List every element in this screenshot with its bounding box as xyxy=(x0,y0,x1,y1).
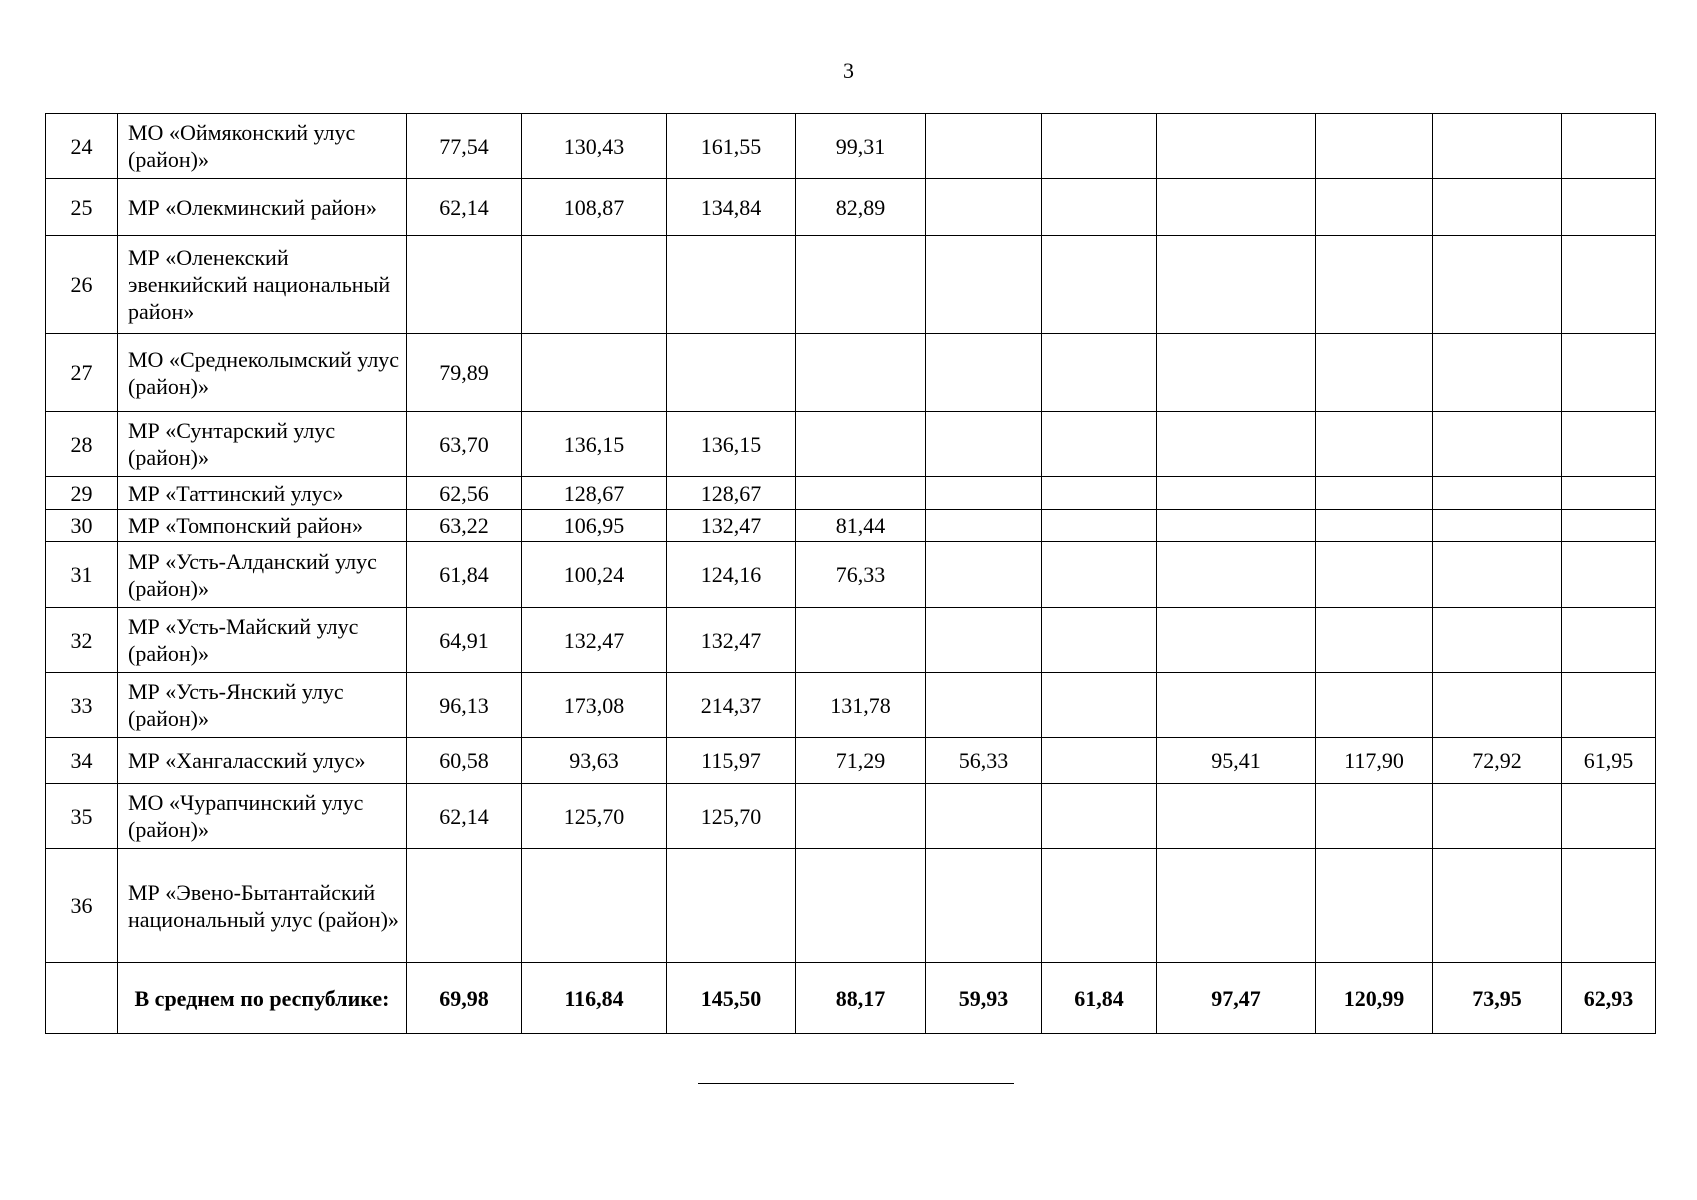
value-cell xyxy=(796,477,926,510)
row-number-cell: 24 xyxy=(46,114,118,179)
value-cell xyxy=(1316,608,1433,673)
value-cell xyxy=(1562,849,1656,963)
value-cell xyxy=(1433,179,1562,236)
value-cell xyxy=(926,114,1042,179)
table-total-row xyxy=(46,963,1656,1034)
row-number-cell: 35 xyxy=(46,784,118,849)
table-row xyxy=(46,784,1656,849)
value-cell xyxy=(1042,510,1157,542)
value-cell xyxy=(1433,608,1562,673)
table-row xyxy=(46,673,1656,738)
value-cell xyxy=(1316,236,1433,334)
table-row xyxy=(46,477,1656,510)
row-number-cell: 36 xyxy=(46,849,118,963)
value-cell xyxy=(1157,542,1316,608)
value-cell xyxy=(796,412,926,477)
value-cell: 106,95 xyxy=(522,510,667,542)
row-number-cell: 33 xyxy=(46,673,118,738)
row-number-cell: 26 xyxy=(46,236,118,334)
value-cell: 76,33 xyxy=(796,542,926,608)
value-cell xyxy=(1157,784,1316,849)
table-body xyxy=(46,114,1656,1034)
value-cell: 124,16 xyxy=(667,542,796,608)
value-cell xyxy=(1316,114,1433,179)
value-cell xyxy=(796,784,926,849)
value-cell xyxy=(667,236,796,334)
value-cell: 145,50 xyxy=(667,963,796,1034)
value-cell: 173,08 xyxy=(522,673,667,738)
value-cell: 82,89 xyxy=(796,179,926,236)
value-cell xyxy=(1562,673,1656,738)
value-cell xyxy=(1316,510,1433,542)
value-cell: 120,99 xyxy=(1316,963,1433,1034)
value-cell: 62,93 xyxy=(1562,963,1656,1034)
value-cell: 73,95 xyxy=(1433,963,1562,1034)
value-cell xyxy=(926,784,1042,849)
row-number-cell: 31 xyxy=(46,542,118,608)
value-cell xyxy=(667,849,796,963)
value-cell: 93,63 xyxy=(522,738,667,784)
value-cell xyxy=(1042,738,1157,784)
value-cell xyxy=(926,477,1042,510)
value-cell xyxy=(1433,412,1562,477)
value-cell: 72,92 xyxy=(1433,738,1562,784)
value-cell xyxy=(1433,477,1562,510)
value-cell xyxy=(1433,542,1562,608)
value-cell xyxy=(1433,114,1562,179)
value-cell: 125,70 xyxy=(667,784,796,849)
value-cell: 95,41 xyxy=(1157,738,1316,784)
value-cell: 64,91 xyxy=(407,608,522,673)
value-cell: 60,58 xyxy=(407,738,522,784)
value-cell: 62,14 xyxy=(407,179,522,236)
municipality-name-cell: МО «Чурапчинский улус (район)» xyxy=(118,784,407,849)
municipality-name-cell: МО «Среднеколымский улус (район)» xyxy=(118,334,407,412)
value-cell xyxy=(1157,608,1316,673)
value-cell xyxy=(796,849,926,963)
data-table xyxy=(45,113,1656,1034)
row-number-cell xyxy=(46,963,118,1034)
value-cell: 56,33 xyxy=(926,738,1042,784)
municipality-name-cell: МР «Оленекский эвенкийский национальный район» xyxy=(118,236,407,334)
value-cell xyxy=(1433,673,1562,738)
value-cell: 125,70 xyxy=(522,784,667,849)
value-cell xyxy=(522,849,667,963)
value-cell: 96,13 xyxy=(407,673,522,738)
value-cell: 161,55 xyxy=(667,114,796,179)
value-cell: 128,67 xyxy=(522,477,667,510)
value-cell xyxy=(1042,334,1157,412)
value-cell: 71,29 xyxy=(796,738,926,784)
value-cell: 61,84 xyxy=(1042,963,1157,1034)
value-cell: 79,89 xyxy=(407,334,522,412)
value-cell: 99,31 xyxy=(796,114,926,179)
row-number-cell: 27 xyxy=(46,334,118,412)
value-cell: 77,54 xyxy=(407,114,522,179)
row-number-cell: 32 xyxy=(46,608,118,673)
value-cell xyxy=(1157,849,1316,963)
value-cell xyxy=(796,236,926,334)
page-number: 3 xyxy=(843,58,854,83)
value-cell: 132,47 xyxy=(667,510,796,542)
value-cell: 61,84 xyxy=(407,542,522,608)
municipality-name-cell: МР «Томпонский район» xyxy=(118,510,407,542)
value-cell xyxy=(1316,542,1433,608)
footer-divider xyxy=(698,1083,1014,1084)
value-cell xyxy=(1042,849,1157,963)
municipality-name-cell: МР «Усть-Алданский улус (район)» xyxy=(118,542,407,608)
value-cell xyxy=(1157,334,1316,412)
row-number-cell: 28 xyxy=(46,412,118,477)
value-cell xyxy=(667,334,796,412)
value-cell xyxy=(1042,412,1157,477)
table-row xyxy=(46,510,1656,542)
value-cell xyxy=(926,608,1042,673)
value-cell xyxy=(1562,179,1656,236)
municipality-name-cell: МР «Сунтарский улус (район)» xyxy=(118,412,407,477)
value-cell: 97,47 xyxy=(1157,963,1316,1034)
value-cell xyxy=(1157,673,1316,738)
municipality-name-cell: МР «Усть-Майский улус (район)» xyxy=(118,608,407,673)
value-cell: 134,84 xyxy=(667,179,796,236)
table-row xyxy=(46,114,1656,179)
value-cell xyxy=(926,510,1042,542)
value-cell xyxy=(522,236,667,334)
value-cell xyxy=(926,412,1042,477)
value-cell xyxy=(1433,849,1562,963)
value-cell: 62,14 xyxy=(407,784,522,849)
value-cell: 136,15 xyxy=(522,412,667,477)
municipality-name-cell: МР «Олекминский район» xyxy=(118,179,407,236)
value-cell: 88,17 xyxy=(796,963,926,1034)
value-cell xyxy=(407,236,522,334)
value-cell xyxy=(1042,784,1157,849)
value-cell: 63,22 xyxy=(407,510,522,542)
value-cell xyxy=(1042,179,1157,236)
row-number-cell: 30 xyxy=(46,510,118,542)
value-cell xyxy=(926,334,1042,412)
row-number-cell: 25 xyxy=(46,179,118,236)
value-cell: 61,95 xyxy=(1562,738,1656,784)
table-row xyxy=(46,738,1656,784)
value-cell xyxy=(1042,608,1157,673)
value-cell xyxy=(1316,412,1433,477)
value-cell xyxy=(926,849,1042,963)
value-cell xyxy=(1157,477,1316,510)
table-row xyxy=(46,412,1656,477)
value-cell: 81,44 xyxy=(796,510,926,542)
value-cell xyxy=(926,673,1042,738)
value-cell: 115,97 xyxy=(667,738,796,784)
table-row xyxy=(46,608,1656,673)
table-row xyxy=(46,334,1656,412)
value-cell xyxy=(522,334,667,412)
table-row xyxy=(46,179,1656,236)
value-cell xyxy=(407,849,522,963)
value-cell xyxy=(926,542,1042,608)
value-cell xyxy=(1157,179,1316,236)
row-number-cell: 29 xyxy=(46,477,118,510)
value-cell: 131,78 xyxy=(796,673,926,738)
value-cell xyxy=(1562,412,1656,477)
value-cell: 69,98 xyxy=(407,963,522,1034)
table-row xyxy=(46,236,1656,334)
value-cell xyxy=(1042,673,1157,738)
value-cell: 130,43 xyxy=(522,114,667,179)
value-cell: 117,90 xyxy=(1316,738,1433,784)
value-cell: 59,93 xyxy=(926,963,1042,1034)
value-cell xyxy=(796,608,926,673)
municipality-name-cell: МР «Эвено-Бытантайский национальный улус (район)» xyxy=(118,849,407,963)
value-cell xyxy=(926,179,1042,236)
municipality-name-cell: МР «Хангаласский улус» xyxy=(118,738,407,784)
value-cell xyxy=(1042,114,1157,179)
value-cell xyxy=(1157,510,1316,542)
value-cell: 63,70 xyxy=(407,412,522,477)
value-cell xyxy=(1562,477,1656,510)
value-cell xyxy=(796,334,926,412)
value-cell: 136,15 xyxy=(667,412,796,477)
value-cell xyxy=(1042,236,1157,334)
table-row xyxy=(46,849,1656,963)
value-cell xyxy=(1157,114,1316,179)
value-cell: 62,56 xyxy=(407,477,522,510)
municipality-name-cell: МО «Оймяконский улус (район)» xyxy=(118,114,407,179)
value-cell xyxy=(1562,114,1656,179)
value-cell xyxy=(1433,334,1562,412)
value-cell: 108,87 xyxy=(522,179,667,236)
value-cell xyxy=(1562,784,1656,849)
value-cell xyxy=(1316,849,1433,963)
value-cell: 132,47 xyxy=(667,608,796,673)
value-cell xyxy=(1316,334,1433,412)
value-cell xyxy=(1316,673,1433,738)
municipality-name-cell: МР «Усть-Янский улус (район)» xyxy=(118,673,407,738)
value-cell xyxy=(1562,608,1656,673)
value-cell xyxy=(1562,236,1656,334)
table-row xyxy=(46,542,1656,608)
value-cell xyxy=(1316,179,1433,236)
value-cell xyxy=(1042,542,1157,608)
value-cell xyxy=(1157,236,1316,334)
value-cell: 116,84 xyxy=(522,963,667,1034)
value-cell xyxy=(1316,784,1433,849)
value-cell xyxy=(1562,510,1656,542)
value-cell: 132,47 xyxy=(522,608,667,673)
value-cell xyxy=(1042,477,1157,510)
municipality-name-cell: МР «Таттинский улус» xyxy=(118,477,407,510)
value-cell: 214,37 xyxy=(667,673,796,738)
value-cell xyxy=(1562,542,1656,608)
value-cell xyxy=(1433,784,1562,849)
value-cell xyxy=(1433,236,1562,334)
row-number-cell: 34 xyxy=(46,738,118,784)
value-cell xyxy=(1562,334,1656,412)
value-cell xyxy=(926,236,1042,334)
value-cell: 128,67 xyxy=(667,477,796,510)
value-cell xyxy=(1316,477,1433,510)
municipality-name-cell: В среднем по республике: xyxy=(118,963,407,1034)
value-cell: 100,24 xyxy=(522,542,667,608)
value-cell xyxy=(1157,412,1316,477)
value-cell xyxy=(1433,510,1562,542)
